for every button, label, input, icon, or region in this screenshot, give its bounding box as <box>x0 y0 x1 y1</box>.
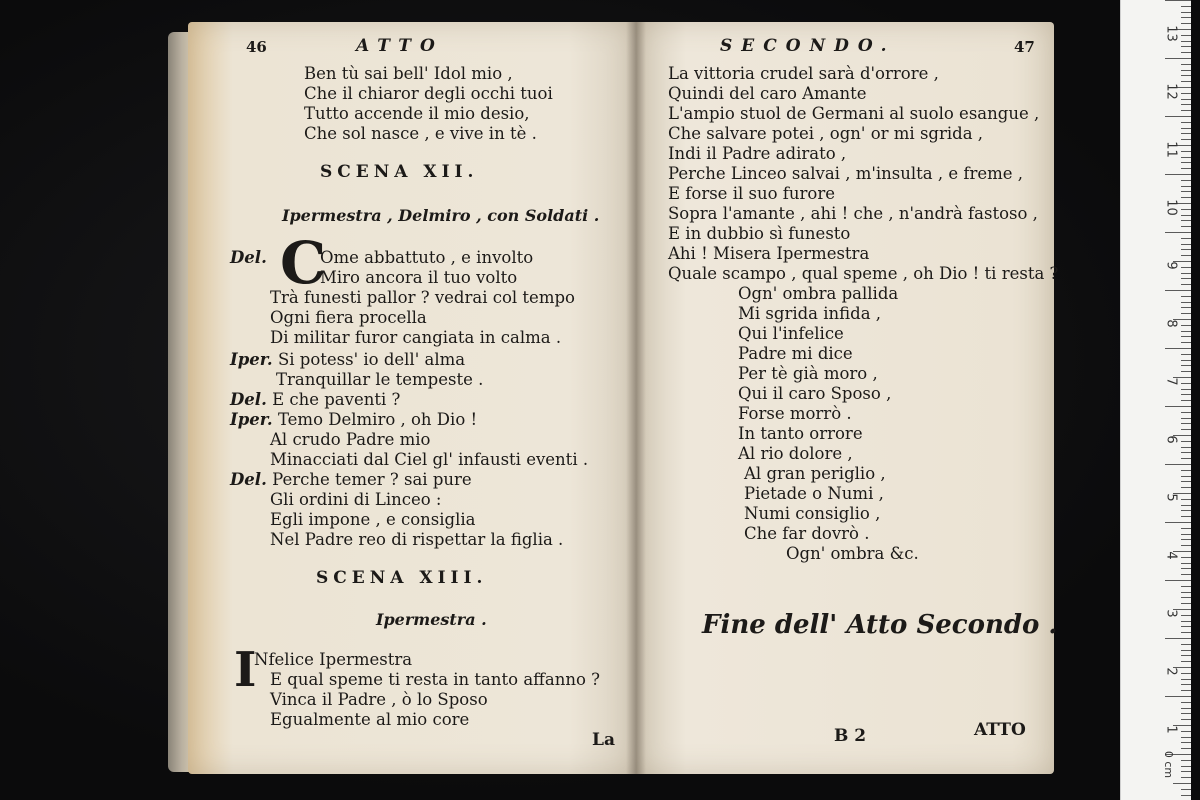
dialogue-row <box>230 470 472 490</box>
ruler-number: 5 <box>1163 493 1179 502</box>
ruler-tick <box>1181 354 1191 355</box>
ruler-tick <box>1181 615 1191 616</box>
dialogue-line: Minacciati dal Ciel gl' infausti eventi . <box>270 450 589 469</box>
scene-cast: Ipermestra . <box>376 610 487 629</box>
ruler-tick <box>1181 75 1191 76</box>
ruler-tick <box>1181 81 1191 82</box>
ruler-tick <box>1181 418 1191 419</box>
signature-mark: B 2 <box>834 726 867 746</box>
ruler-tick <box>1181 644 1191 645</box>
ruler-tick <box>1181 64 1191 65</box>
ruler-tick <box>1181 673 1191 674</box>
ruler-tick <box>1181 481 1191 482</box>
ruler-tick <box>1181 12 1191 13</box>
ruler-tick <box>1181 99 1191 100</box>
aria-line: Forse morrò . <box>738 404 852 423</box>
ruler-number: 1 <box>1163 725 1179 734</box>
aria-line: Per tè già moro , <box>738 364 878 383</box>
ruler-number: 4 <box>1163 551 1179 560</box>
aria-line: Al rio dolore , <box>738 444 853 463</box>
ruler-tick <box>1165 232 1191 233</box>
ruler-tick <box>1181 702 1191 703</box>
verse-line: La vittoria crudel sarà d'orrore , <box>668 64 939 83</box>
scene-cast: Ipermestra , Delmiro , con Soldati . <box>282 206 600 225</box>
dialogue-line: Di militar furor cangiata in calma . <box>270 328 562 347</box>
ruler-tick <box>1181 476 1191 477</box>
ruler-tick <box>1181 52 1191 53</box>
aria-line: Che far dovrò . <box>744 524 870 543</box>
ruler-tick <box>1181 423 1191 424</box>
ruler-tick <box>1173 783 1191 784</box>
ruler-tick <box>1181 621 1191 622</box>
ruler-tick <box>1181 499 1191 500</box>
ruler-tick <box>1181 400 1191 401</box>
dialogue-row <box>230 350 465 370</box>
verse-line: Indi il Padre adirato , <box>668 144 847 163</box>
ruler-tick <box>1181 46 1191 47</box>
ruler-tick <box>1181 568 1191 569</box>
ruler-tick <box>1181 429 1191 430</box>
verse-line: E in dubbio sì funesto <box>668 224 851 243</box>
ruler-tick <box>1181 394 1191 395</box>
dialogue-line: Ome abbattuto , e involto <box>320 248 534 267</box>
speaker-label: Del. <box>230 470 267 489</box>
ruler-tick <box>1181 249 1191 250</box>
ruler-tick <box>1181 447 1191 448</box>
verse-line: Vinca il Padre , ò lo Sposo <box>270 690 488 709</box>
ruler-tick <box>1181 168 1191 169</box>
verse-line: Sopra l'amante , ahi ! che , n'andrà fastoso , <box>668 204 1038 223</box>
running-head-left: ATTO <box>356 36 444 56</box>
scene-heading: SCENA XII. <box>320 162 479 182</box>
speaker-label: Iper. <box>230 410 273 429</box>
ruler-tick <box>1181 139 1191 140</box>
ruler-tick <box>1181 777 1191 778</box>
dialogue-line: E che paventi ? <box>272 390 401 409</box>
ruler-tick <box>1181 238 1191 239</box>
ruler-tick <box>1181 197 1191 198</box>
ruler-tick <box>1181 626 1191 627</box>
ruler-tick <box>1165 0 1191 1</box>
ruler-tick <box>1181 684 1191 685</box>
ruler-number: 8 <box>1163 319 1179 328</box>
catchword: ATTO <box>974 720 1026 740</box>
dialogue-row <box>230 390 400 410</box>
ruler-tick <box>1181 325 1191 326</box>
ruler-tick <box>1181 331 1191 332</box>
verse-line: Che salvare potei , ogn' or mi sgrida , <box>668 124 984 143</box>
ruler-number: 13 <box>1163 25 1179 42</box>
ruler-tick <box>1181 789 1191 790</box>
ruler-tick <box>1165 290 1191 291</box>
verse-line: L'ampio stuol de Germani al suolo esangue , <box>668 104 1040 123</box>
ruler-tick <box>1181 17 1191 18</box>
ruler-tick <box>1181 162 1191 163</box>
aria-line: Qui il caro Sposo , <box>738 384 892 403</box>
ruler-tick <box>1181 574 1191 575</box>
ruler-tick <box>1181 719 1191 720</box>
page-number-left: 46 <box>246 38 267 56</box>
ruler-tick <box>1181 690 1191 691</box>
ruler-tick <box>1181 679 1191 680</box>
dialogue-line: Nel Padre reo di rispettar la figlia . <box>270 530 564 549</box>
ruler-tick <box>1181 104 1191 105</box>
ruler-number: 12 <box>1163 83 1179 100</box>
open-book <box>168 22 1068 774</box>
ruler-number: 3 <box>1163 609 1179 618</box>
ruler-tick <box>1181 458 1191 459</box>
ruler-tick <box>1181 632 1191 633</box>
ruler-tick <box>1181 157 1191 158</box>
dialogue-line: Miro ancora il tuo volto <box>320 268 518 287</box>
ruler-tick <box>1181 93 1191 94</box>
right-page <box>636 22 1059 774</box>
ruler-tick <box>1181 180 1191 181</box>
ruler-number: 6 <box>1163 435 1179 444</box>
scene-heading: SCENA XIII. <box>316 568 488 588</box>
speaker-label: Del. <box>230 390 267 409</box>
ruler-tick <box>1181 412 1191 413</box>
aria-line: Al gran periglio , <box>744 464 886 483</box>
measuring-ruler <box>1120 0 1191 800</box>
ruler-tick <box>1181 273 1191 274</box>
verse-line: Che sol nasce , e vive in tè . <box>304 124 537 143</box>
verse-line: Perche Linceo salvai , m'insulta , e freme , <box>668 164 1024 183</box>
aria-line: Numi consiglio , <box>744 504 881 523</box>
dialogue-line: Ogni fiera procella <box>270 308 427 327</box>
ruler-unit-label: 0 cm <box>1162 750 1176 779</box>
ruler-tick <box>1181 713 1191 714</box>
ruler-tick <box>1181 557 1191 558</box>
ruler-tick <box>1181 371 1191 372</box>
ruler-tick <box>1181 603 1191 604</box>
ruler-tick <box>1181 186 1191 187</box>
ruler-tick <box>1181 191 1191 192</box>
verse-line: Ahi ! Misera Ipermestra <box>668 244 870 263</box>
ruler-number: 7 <box>1163 377 1179 386</box>
drop-capital: C <box>280 229 327 297</box>
aria-line: Pietade o Numi , <box>744 484 884 503</box>
ruler-tick <box>1181 505 1191 506</box>
ruler-tick <box>1181 661 1191 662</box>
running-head-right: SECONDO. <box>720 36 896 56</box>
verse-line: Tutto accende il mio desio, <box>304 104 530 123</box>
ruler-tick <box>1165 116 1191 117</box>
ruler-tick <box>1181 209 1191 210</box>
verse-line: E forse il suo furore <box>668 184 835 203</box>
ruler-tick <box>1181 597 1191 598</box>
aria-line: Padre mi dice <box>738 344 853 363</box>
ruler-tick <box>1181 383 1191 384</box>
ruler-tick <box>1181 528 1191 529</box>
ruler-tick <box>1181 278 1191 279</box>
ruler-tick <box>1181 41 1191 42</box>
ruler-tick <box>1181 771 1191 772</box>
ruler-tick <box>1181 296 1191 297</box>
ruler-tick <box>1181 452 1191 453</box>
page-number-right: 47 <box>1014 38 1035 56</box>
ruler-tick <box>1181 795 1191 796</box>
catchword: La <box>592 730 615 750</box>
ruler-tick <box>1181 650 1191 651</box>
ruler-tick <box>1181 35 1191 36</box>
ruler-number: 10 <box>1163 199 1179 216</box>
ruler-tick <box>1165 348 1191 349</box>
ruler-tick <box>1181 708 1191 709</box>
ruler-tick <box>1181 342 1191 343</box>
ruler-tick <box>1181 760 1191 761</box>
ruler-tick <box>1181 336 1191 337</box>
ruler-tick <box>1181 23 1191 24</box>
ruler-tick <box>1181 267 1191 268</box>
ruler-tick <box>1181 365 1191 366</box>
verse-line: Egualmente al mio core <box>270 710 470 729</box>
ruler-tick <box>1181 592 1191 593</box>
dialogue-line: Temo Delmiro , oh Dio ! <box>277 410 478 429</box>
ruler-tick <box>1181 389 1191 390</box>
dialogue-line: Trà funesti pallor ? vedrai col tempo <box>270 288 575 307</box>
ruler-tick <box>1181 563 1191 564</box>
ruler-tick <box>1181 151 1191 152</box>
ruler-tick <box>1181 742 1191 743</box>
dialogue-line: Al crudo Padre mio <box>270 430 431 449</box>
ruler-number: 9 <box>1163 261 1179 270</box>
ruler-tick <box>1181 731 1191 732</box>
ruler-tick <box>1181 586 1191 587</box>
ruler-tick <box>1181 128 1191 129</box>
aria-line: Mi sgrida infida , <box>738 304 882 323</box>
ruler-tick <box>1181 748 1191 749</box>
ruler-tick <box>1165 174 1191 175</box>
ruler-number: 2 <box>1163 667 1179 676</box>
dialogue-line: Perche temer ? sai pure <box>272 470 472 489</box>
ruler-tick <box>1165 58 1191 59</box>
ruler-tick <box>1181 244 1191 245</box>
ruler-tick <box>1181 655 1191 656</box>
ruler-tick <box>1181 534 1191 535</box>
drop-capital: I <box>234 642 257 698</box>
ruler-tick <box>1181 226 1191 227</box>
ruler-tick <box>1181 284 1191 285</box>
ruler-tick <box>1181 220 1191 221</box>
ruler-tick <box>1165 580 1191 581</box>
ruler-tick <box>1181 133 1191 134</box>
ruler-tick <box>1181 360 1191 361</box>
ruler-tick <box>1181 313 1191 314</box>
speaker-label: Del. <box>230 248 267 267</box>
verse-line: Ben tù sai bell' Idol mio , <box>304 64 513 83</box>
ruler-tick <box>1181 215 1191 216</box>
ruler-tick <box>1181 766 1191 767</box>
dialogue-line: Egli impone , e consiglia <box>270 510 476 529</box>
ruler-tick <box>1165 696 1191 697</box>
ruler-tick <box>1181 510 1191 511</box>
end-of-act-heading: Fine dell' Atto Secondo . <box>702 610 1058 640</box>
book-gutter <box>626 22 646 774</box>
ruler-tick <box>1181 307 1191 308</box>
dialogue-row <box>230 410 477 430</box>
speaker-label: Iper. <box>230 350 273 369</box>
ruler-tick <box>1181 122 1191 123</box>
ruler-tick <box>1181 70 1191 71</box>
aria-line: Qui l'infelice <box>738 324 844 343</box>
ruler-tick <box>1181 737 1191 738</box>
ruler-tick <box>1181 110 1191 111</box>
ruler-tick <box>1165 638 1191 639</box>
ruler-tick <box>1181 255 1191 256</box>
ruler-tick <box>1181 516 1191 517</box>
ruler-tick <box>1181 441 1191 442</box>
ruler-tick <box>1165 406 1191 407</box>
dialogue-line: Si potess' io dell' alma <box>277 350 466 369</box>
left-page <box>188 22 636 774</box>
ruler-tick <box>1165 464 1191 465</box>
ruler-tick <box>1181 487 1191 488</box>
dialogue-line: Gli ordini di Linceo : <box>270 490 442 509</box>
ruler-tick <box>1181 545 1191 546</box>
verse-line: Quindi del caro Amante <box>668 84 867 103</box>
aria-repeat-note: Ogn' ombra &c. <box>786 544 919 563</box>
verse-line: E qual speme ti resta in tanto affanno ? <box>270 670 600 689</box>
ruler-tick <box>1181 6 1191 7</box>
ruler-number: 11 <box>1163 141 1179 158</box>
ruler-tick <box>1165 522 1191 523</box>
verse-line: Nfelice Ipermestra <box>254 650 413 669</box>
aria-line: Ogn' ombra pallida <box>738 284 899 303</box>
aria-line: In tanto orrore <box>738 424 863 443</box>
verse-line: Quale scampo , qual speme , oh Dio ! ti resta ? <box>668 264 1059 283</box>
ruler-tick <box>1181 539 1191 540</box>
ruler-tick <box>1181 302 1191 303</box>
dialogue-line: Tranquillar le tempeste . <box>276 370 484 389</box>
ruler-tick <box>1181 470 1191 471</box>
verse-line: Che il chiaror degli occhi tuoi <box>304 84 553 103</box>
